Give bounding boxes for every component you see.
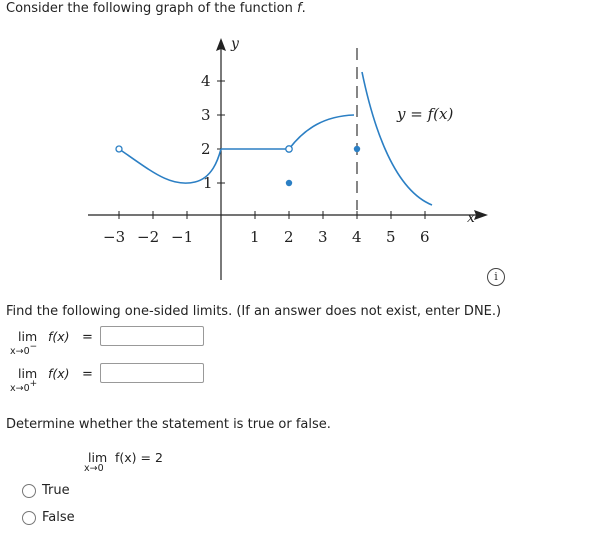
x-tick-label: 5	[386, 228, 396, 246]
tf-statement-sub: x→0	[84, 463, 104, 474]
x-tick-label: −2	[137, 228, 160, 246]
x-tick-label: 6	[420, 228, 430, 246]
curve-label: y = f(x)	[397, 105, 454, 123]
tf-prompt: Determine whether the statement is true or false.	[6, 417, 331, 432]
instructions: Find the following one-sided limits. (If an answer does not exist, enter DNE.)	[6, 304, 502, 319]
info-icon[interactable]: i	[487, 268, 505, 286]
limit-1-func: f(x)	[48, 329, 70, 344]
open-point	[116, 146, 122, 152]
curve-right-piece	[362, 72, 432, 205]
limit-1-sub-text: x→0	[10, 346, 30, 357]
limit-2-sub	[10, 379, 38, 394]
x-tick-label: −3	[103, 228, 126, 246]
x-tick-label: 1	[250, 228, 260, 246]
x-tick-label: 2	[284, 228, 294, 246]
limit-2-equals: =	[82, 367, 93, 382]
tf-statement-func: f(x) = 2	[115, 450, 163, 465]
y-axis-label: y	[231, 36, 239, 52]
y-tick-label: 3	[201, 106, 211, 124]
limit-2-sup: +	[29, 379, 38, 389]
true-label[interactable]: True	[42, 483, 70, 498]
filled-point	[286, 180, 292, 186]
limit-right-answer-input[interactable]	[100, 363, 204, 383]
false-label[interactable]: False	[42, 510, 75, 525]
true-radio[interactable]	[22, 484, 36, 498]
limit-2-lim: lim	[18, 366, 38, 381]
false-radio[interactable]	[22, 511, 36, 525]
x-tick-label: 4	[352, 228, 362, 246]
open-point	[286, 146, 292, 152]
limit-2-sub-text: x→0	[10, 383, 30, 394]
limit-1-sup: −	[29, 342, 38, 352]
curve-rising-piece	[289, 115, 354, 149]
intro-func: f	[296, 1, 302, 16]
y-tick-label: 2	[201, 140, 211, 158]
limit-2-func: f(x)	[48, 366, 70, 381]
y-tick-label: 1	[203, 174, 213, 192]
y-tick-label: 4	[201, 72, 211, 90]
x-axis-label: x	[467, 210, 475, 226]
intro-prefix: Consider the following graph of the function	[6, 1, 297, 16]
filled-point	[354, 146, 360, 152]
x-tick-label: 3	[318, 228, 328, 246]
limit-1-sub	[10, 342, 38, 357]
tf-statement-lim: lim	[88, 450, 108, 465]
x-tick-label: −1	[171, 228, 194, 246]
limit-left-answer-input[interactable]	[100, 326, 204, 346]
limit-1-equals: =	[82, 330, 93, 345]
x-axis-arrow	[474, 210, 488, 220]
limit-1-lim: lim	[18, 329, 38, 344]
intro-suffix: .	[301, 1, 306, 16]
